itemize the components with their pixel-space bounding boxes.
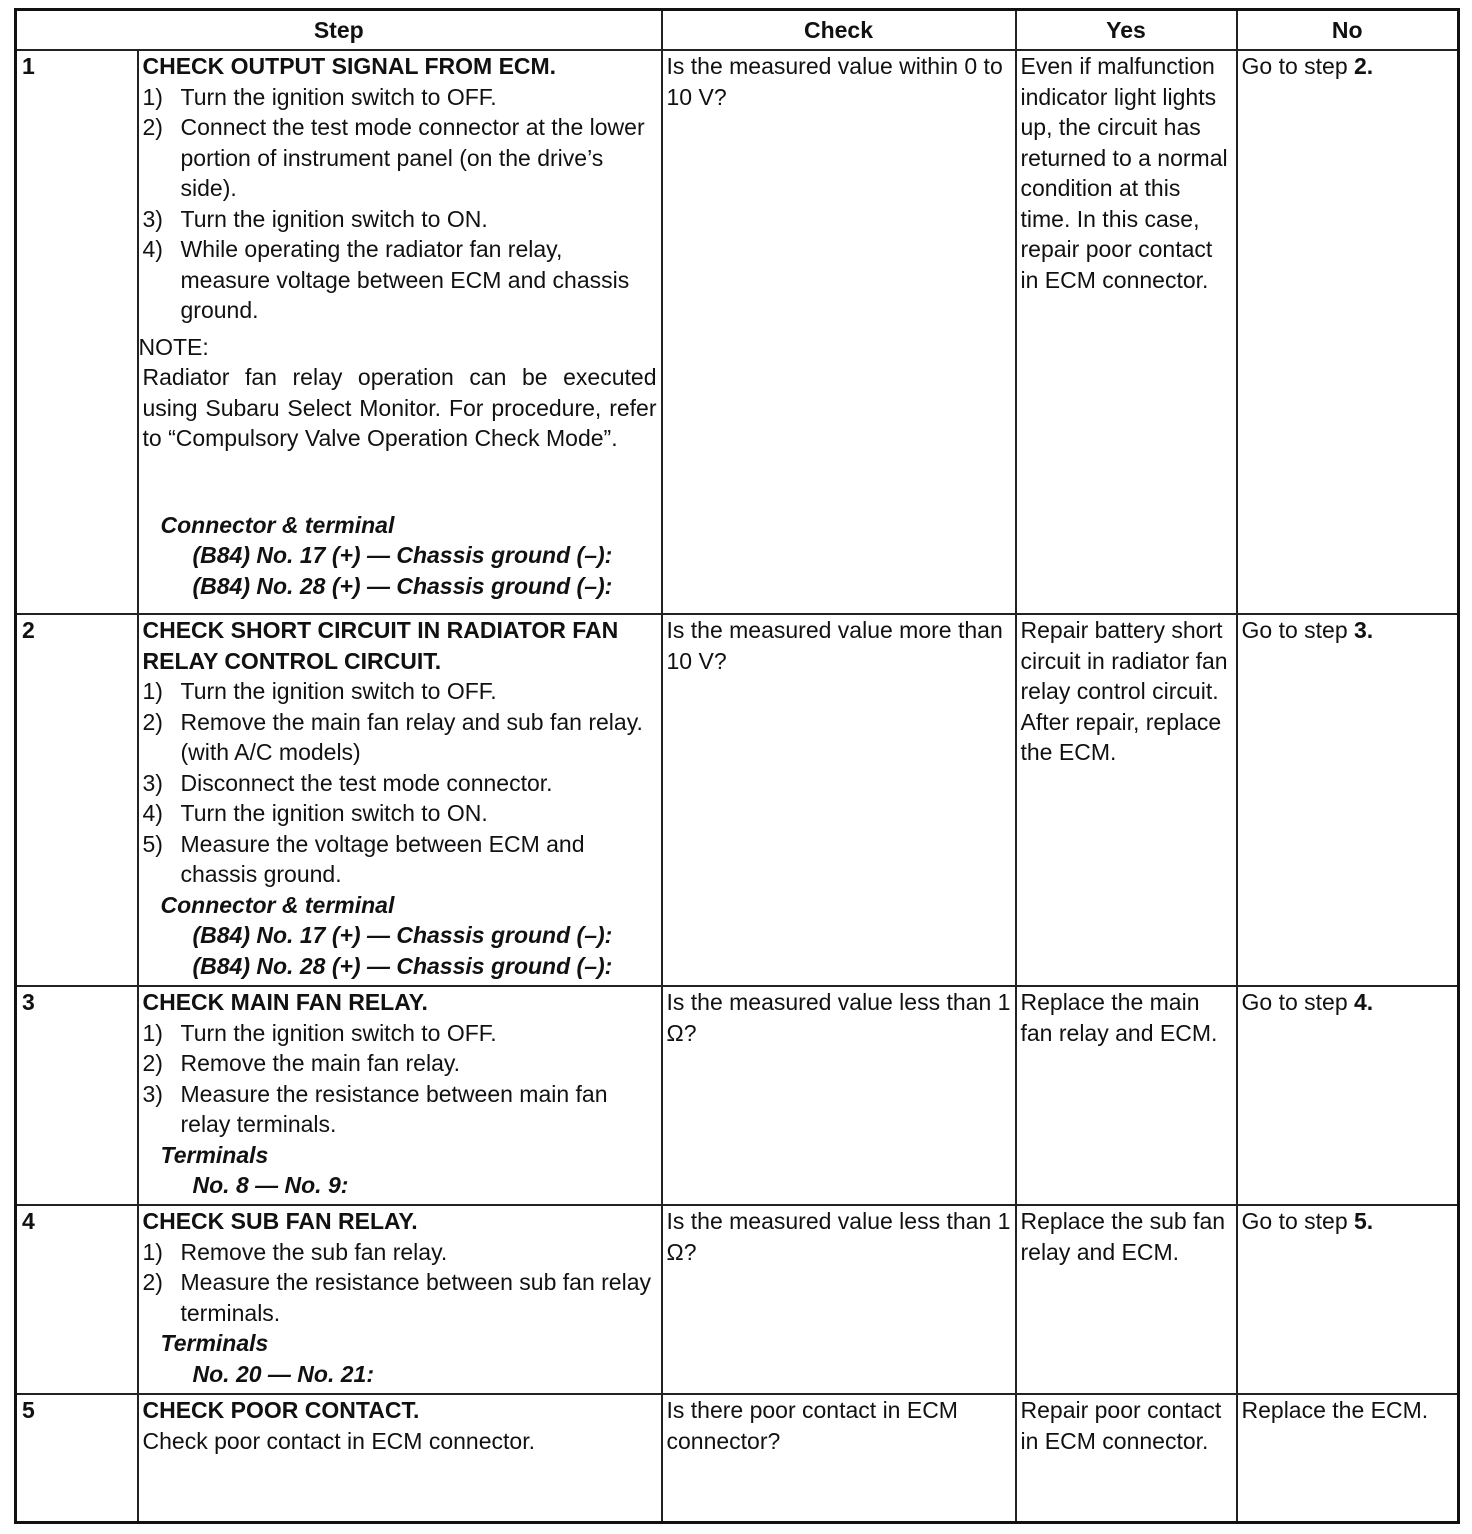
procedure-list [143, 82, 657, 326]
header-check: Check [662, 10, 1016, 51]
connector-terminal-label: Connector & terminal [160, 511, 395, 538]
procedure-list [143, 1237, 657, 1329]
step-body: Check poor contact in ECM connector. [142, 1427, 535, 1454]
check-cell: Is there poor contact in ECM connector? [662, 1394, 1016, 1522]
terminals-line: No. 8 — No. 9: [192, 1172, 349, 1198]
check-cell: Is the measured value less than 1 Ω? [662, 1205, 1016, 1394]
header-step: Step [16, 10, 662, 51]
yes-cell: Replace the sub fan relay and ECM. [1016, 1205, 1237, 1394]
check-cell: Is the measured value more than 10 V? [662, 614, 1016, 986]
step-number: 3 [16, 986, 138, 1205]
no-cell: Go to step 3. [1237, 614, 1459, 986]
procedure-list [143, 676, 657, 890]
list-item: 5) Measure the voltage between ECM and chassis ground. [142, 830, 585, 887]
terminals-label: Terminals [160, 1330, 269, 1356]
step-number: 2 [16, 614, 138, 986]
table-row [16, 986, 1459, 1205]
yes-cell: Repair battery short circuit in radiator fan relay control circuit. After repair, replace the ECM. [1016, 614, 1237, 986]
table-row [16, 1394, 1459, 1522]
step-title: CHECK POOR CONTACT. [142, 1397, 420, 1423]
table-row [16, 614, 1459, 986]
step-number: 5 [16, 1394, 138, 1522]
step-description [138, 50, 662, 614]
table-row [16, 50, 1459, 614]
list-item: 1) Turn the ignition switch to OFF. [142, 83, 497, 110]
procedure-list [143, 1018, 657, 1140]
connector-terminal-line: (B84) No. 28 (+) — Chassis ground (–): [192, 952, 613, 979]
no-cell: Go to step 4. [1237, 986, 1459, 1205]
list-item: 4) While operating the radiator fan relay, measure voltage between ECM and chassis ground. [142, 236, 630, 323]
list-item: 2) Measure the resistance between sub fan relay terminals. [142, 1269, 651, 1326]
yes-cell: Replace the main fan relay and ECM. [1016, 986, 1237, 1205]
check-cell: Is the measured value less than 1 Ω? [662, 986, 1016, 1205]
list-item: 2) Remove the main fan relay. [142, 1050, 461, 1076]
list-item: 4) Turn the ignition switch to ON. [142, 800, 488, 826]
list-item: 1) Turn the ignition switch to OFF. [142, 678, 497, 704]
list-item: 3) Measure the resistance between main fan relay terminals. [142, 1080, 608, 1137]
step-description [138, 614, 662, 986]
list-item: 2) Connect the test mode connector at the lower portion of instrument panel (on the drive’s side). [142, 114, 645, 201]
table-row [16, 1205, 1459, 1394]
header-row [16, 10, 1459, 51]
connector-terminal-line: (B84) No. 28 (+) — Chassis ground (–): [192, 572, 613, 599]
list-item: 2) Remove the main fan relay and sub fan relay. (with A/C models) [142, 708, 643, 765]
no-cell: Replace the ECM. [1237, 1394, 1459, 1522]
step-number: 1 [16, 50, 138, 614]
step-title: CHECK SHORT CIRCUIT IN RADIATOR FAN RELAY CONTROL CIRCUIT. [142, 617, 619, 674]
no-cell: Go to step 2. [1237, 50, 1459, 614]
step-title: CHECK SUB FAN RELAY. [142, 1208, 418, 1234]
header-no: No [1237, 10, 1459, 51]
step-title: CHECK OUTPUT SIGNAL FROM ECM. [142, 53, 557, 79]
step-description [138, 1205, 662, 1394]
step-title: CHECK MAIN FAN RELAY. [142, 989, 428, 1015]
step-number: 4 [16, 1205, 138, 1394]
note-text: Radiator fan relay operation can be executed using Subaru Select Monitor. For procedure, refer to “Compulsory Valve Operation Check Mode”. [142, 364, 657, 451]
no-cell: Go to step 5. [1237, 1205, 1459, 1394]
terminals-label: Terminals [160, 1141, 269, 1168]
list-item: 3) Turn the ignition switch to ON. [142, 205, 488, 232]
list-item: 1) Remove the sub fan relay. [142, 1238, 448, 1265]
check-cell: Is the measured value within 0 to 10 V? [662, 50, 1016, 614]
yes-cell: Repair poor contact in ECM connector. [1016, 1394, 1237, 1522]
yes-cell: Even if malfunction indicator light lights up, the circuit has returned to a normal condition at this time. In this case, repair poor contact in ECM connector. [1016, 50, 1237, 614]
header-yes: Yes [1016, 10, 1237, 51]
connector-terminal-line: (B84) No. 17 (+) — Chassis ground (–): [192, 542, 613, 568]
diagnostic-table [14, 8, 1460, 1524]
terminals-line: No. 20 — No. 21: [192, 1360, 374, 1387]
connector-terminal-label: Connector & terminal [160, 891, 395, 918]
step-description [138, 1394, 662, 1522]
list-item: 3) Disconnect the test mode connector. [142, 769, 553, 796]
step-description [138, 986, 662, 1205]
list-item: 1) Turn the ignition switch to OFF. [142, 1019, 497, 1046]
connector-terminal-line: (B84) No. 17 (+) — Chassis ground (–): [192, 922, 613, 948]
note-label: NOTE: [138, 333, 209, 360]
